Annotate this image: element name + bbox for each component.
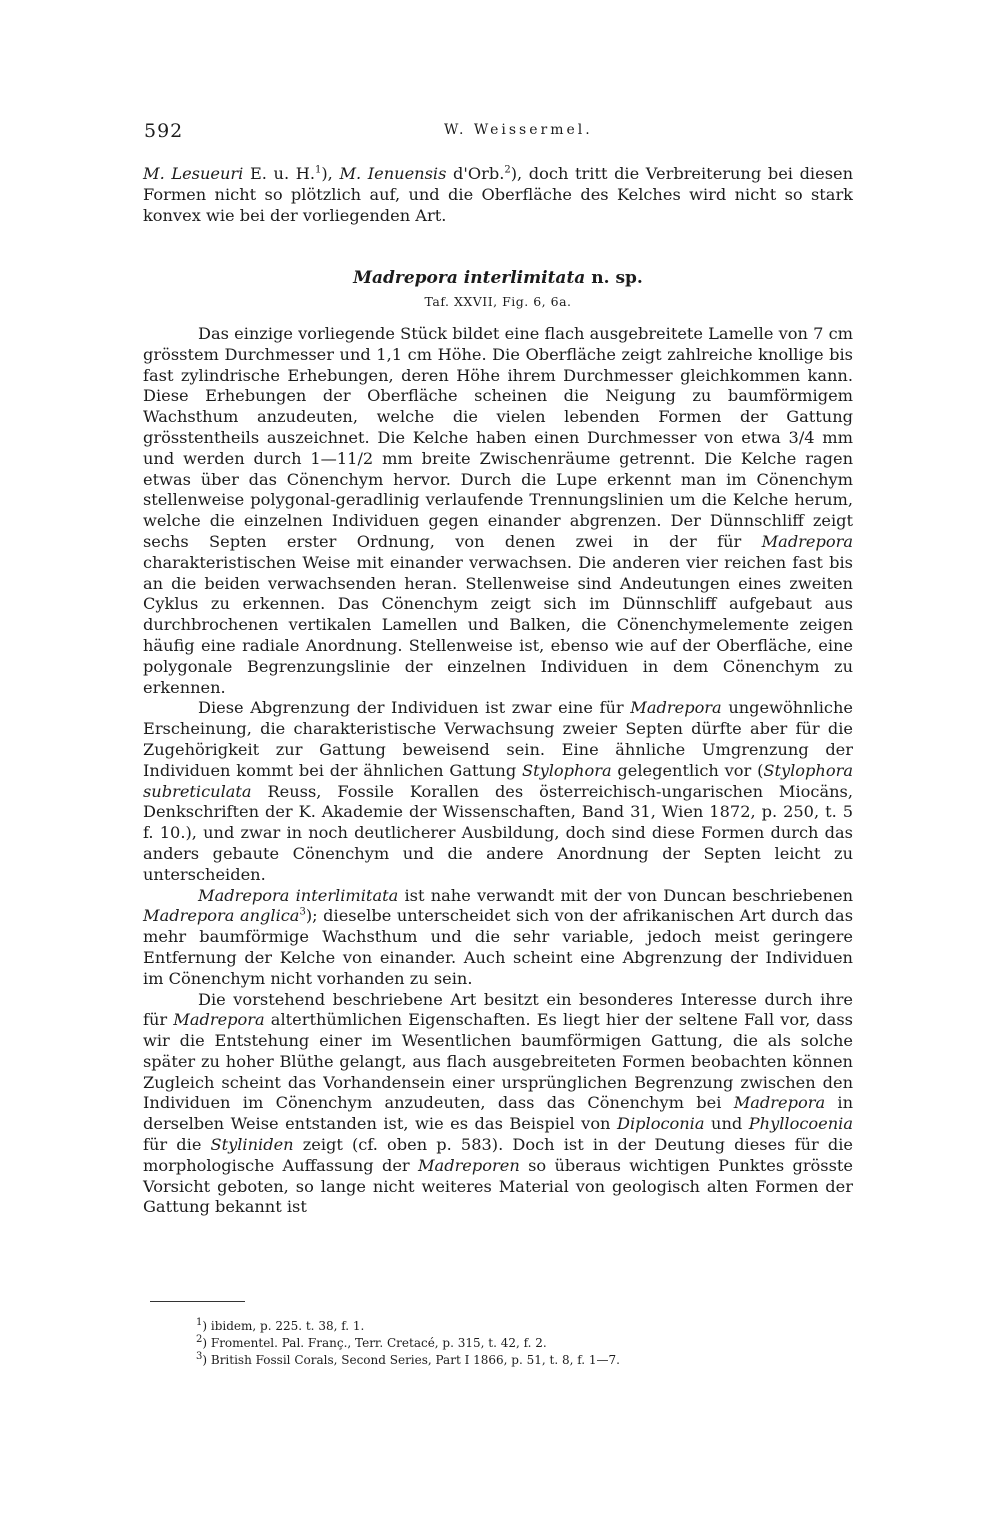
genus-name: Madrepora (630, 698, 722, 718)
fraction: 3/4 (788, 427, 815, 447)
species-name: Stylophora subreticulata (143, 760, 853, 801)
section-title: Madrepora interlimitata n. sp. (353, 268, 643, 288)
genus-name: Phyllocoenia (748, 1114, 853, 1134)
genus-name: Stylophora (522, 760, 612, 780)
species-name: Madrepora interlimitata (198, 885, 399, 905)
species-name: M. Ienuensis (339, 164, 447, 183)
footnote-ref: 3 (299, 906, 306, 918)
genus-name: Madrepora (733, 1093, 826, 1113)
page-header (144, 120, 850, 144)
species-name: Madrepora anglica (143, 906, 300, 926)
footnote-mark: 3 (196, 1351, 203, 1362)
footnote: $^1$) ibidem, p. 225. t. 38, f. 1. (196, 1317, 365, 1333)
footnotes (196, 1318, 836, 1369)
paragraph-1: Das einzige vorliegende Stück bildet eine flach ausgebreitete Lamelle von 7 cm grösstem Durchmesser und 1,1 cm Höhe. Die Oberfläche zeigt zahlreiche knollige bis fast zylindrische Erhebungen, deren Höhe ihrem Durchmesser gleichkommen kann. Diese Erhebungen der Oberfläche scheinen die Neigung zu baumförmigem Wachsthum anzudeuten, welche die vielen lebenden Formen der Gattung grösstentheils auszeichnet. Die Kelche haben einen Durchmesser von etwa 3/4 mm und werden durch 1—11/2 mm breite Zwischenräume getrennt. Die Kelche ragen etwas über das Cönenchym hervor. Durch die Lupe erkennt man im Cönenchym stellenweise polygonal-geradlinig verlaufende Trennungslinien um die Kelche herum, welche die einzelnen Individuen gegen einander abgrenzen. Der Dünnschliff zeigt sechs Septen erster Ordnung, von denen zwei in der für Madrepora charakteristischen Weise mit einander verwachsen. Die anderen vier reichen fast bis an die beiden verwachsenden heran. Stellenweise sind Andeutungen eines zweiten Cyklus zu erkennen. Das Cönenchym zeigt sich im Dünnschliff aufgebaut aus durchbrochenen vertikalen Lamellen und Balken, die Cönenchymelemente zeigen häufig eine radiale Anordnung. Stellenweise ist, ebenso wie auf der Oberfläche, eine polygonale Begrenzungslinie der einzelnen Individuen in dem Cönenchym zu erkennen. (143, 324, 853, 697)
family-name: Styliniden (210, 1135, 294, 1155)
main-text (143, 324, 853, 1218)
footnote-ref: 2 (504, 164, 511, 176)
intro-paragraph: M. Lesueuri E. u. H.$^1$), M. Ienuensis d'Orb.$^2$), doch tritt die Verbreiterung bei diesen Formen nicht so plötzlich auf, und die Oberfläche des Kelches wird nicht so stark konvex wie bei der vorliegenden Art. (143, 164, 854, 225)
running-head: W. Weissermel. (444, 122, 593, 138)
footnote-ref: 1 (314, 164, 322, 176)
genus-name: Madrepora (761, 531, 853, 551)
genus-name: Madrepora (173, 1010, 265, 1030)
footnote: $^3$) British Fossil Corals, Second Series, Part I 1866, p. 51, t. 8, f. 1—7. (196, 1351, 620, 1367)
footnote-mark: 1 (196, 1317, 203, 1328)
genus-name: Madreporen (417, 1155, 520, 1175)
plate-reference: Taf. XXVII, Fig. 6, 6a. (424, 294, 572, 309)
species-name: M. Lesueuri (143, 164, 244, 183)
footnote-mark: 2 (196, 1334, 203, 1345)
genus-name: Diploconia (617, 1114, 705, 1134)
paragraph-4: Die vorstehend beschriebene Art besitzt ein besonderes Interesse durch ihre für Madrepora alterthümlichen Eigenschaften. Es liegt hier der seltene Fall vor, dass wir die Entstehung einer im Wesentlichen baumförmigen Gattung, die als solche später zu hoher Blüthe gelangt, aus flach ausgebreiteten Formen beobachten können Zugleich scheint das Vorhandensein einer ursprünglichen Begrenzung zwischen den Individuen im Cönenchym anzudeuten, dass das Cönenchym bei Madrepora in derselben Weise entstanden ist, wie es das Beispiel von Diploconia und Phyllocoenia für die Styliniden zeigt (cf. oben p. 583). Doch ist in der Deutung dieses für die morphologische Auffassung der Madreporen so überaus wichtigen Punktes grösste Vorsicht geboten, so lange nicht weiteres Material von geologisch alten Formen der Gattung bekannt ist (143, 989, 854, 1217)
paragraph-3: Madrepora interlimitata ist nahe verwandt mit der von Duncan beschriebenen Madrepora anglica$^3$); dieselbe unterscheidet sich von der afrikanischen Art durch das mehr baumförmige Wachsthum und die sehr variable, jedoch meist geringere Entfernung der Kelche von einander. Auch scheint eine Abgrenzung der Individuen im Cönenchym nicht vorhanden zu sein. (143, 885, 854, 988)
page-number: 592 (144, 120, 184, 142)
paragraph-2: Diese Abgrenzung der Individuen ist zwar eine für Madrepora ungewöhnliche Erscheinung, die charakteristische Verwachsung zweier Septen dürfte aber für die Zugehörigkeit zur Gattung beweisend sein. Eine ähnliche Umgrenzung der Individuen kommt bei der ähnlichen Gattung Stylophora gelegentlich vor (Stylophora subreticulata Reuss, Fossile Korallen des österreichisch-ungarischen Miocäns, Denkschriften der K. Akademie der Wissenschaften, Band 31, Wien 1872, p. 250, t. 5 f. 10.), und zwar in noch deutlicherer Ausbildung, doch sind diese Formen durch das anders gebaute Cönenchym und die andere Anordnung der Septen leicht zu unterscheiden. (143, 698, 853, 884)
footnote-divider (150, 1301, 245, 1302)
footnote: $^2$) Fromentel. Pal. Franç., Terr. Cretacé, p. 315, t. 42, f. 2. (196, 1334, 547, 1350)
fraction: 1/2 (347, 448, 374, 468)
